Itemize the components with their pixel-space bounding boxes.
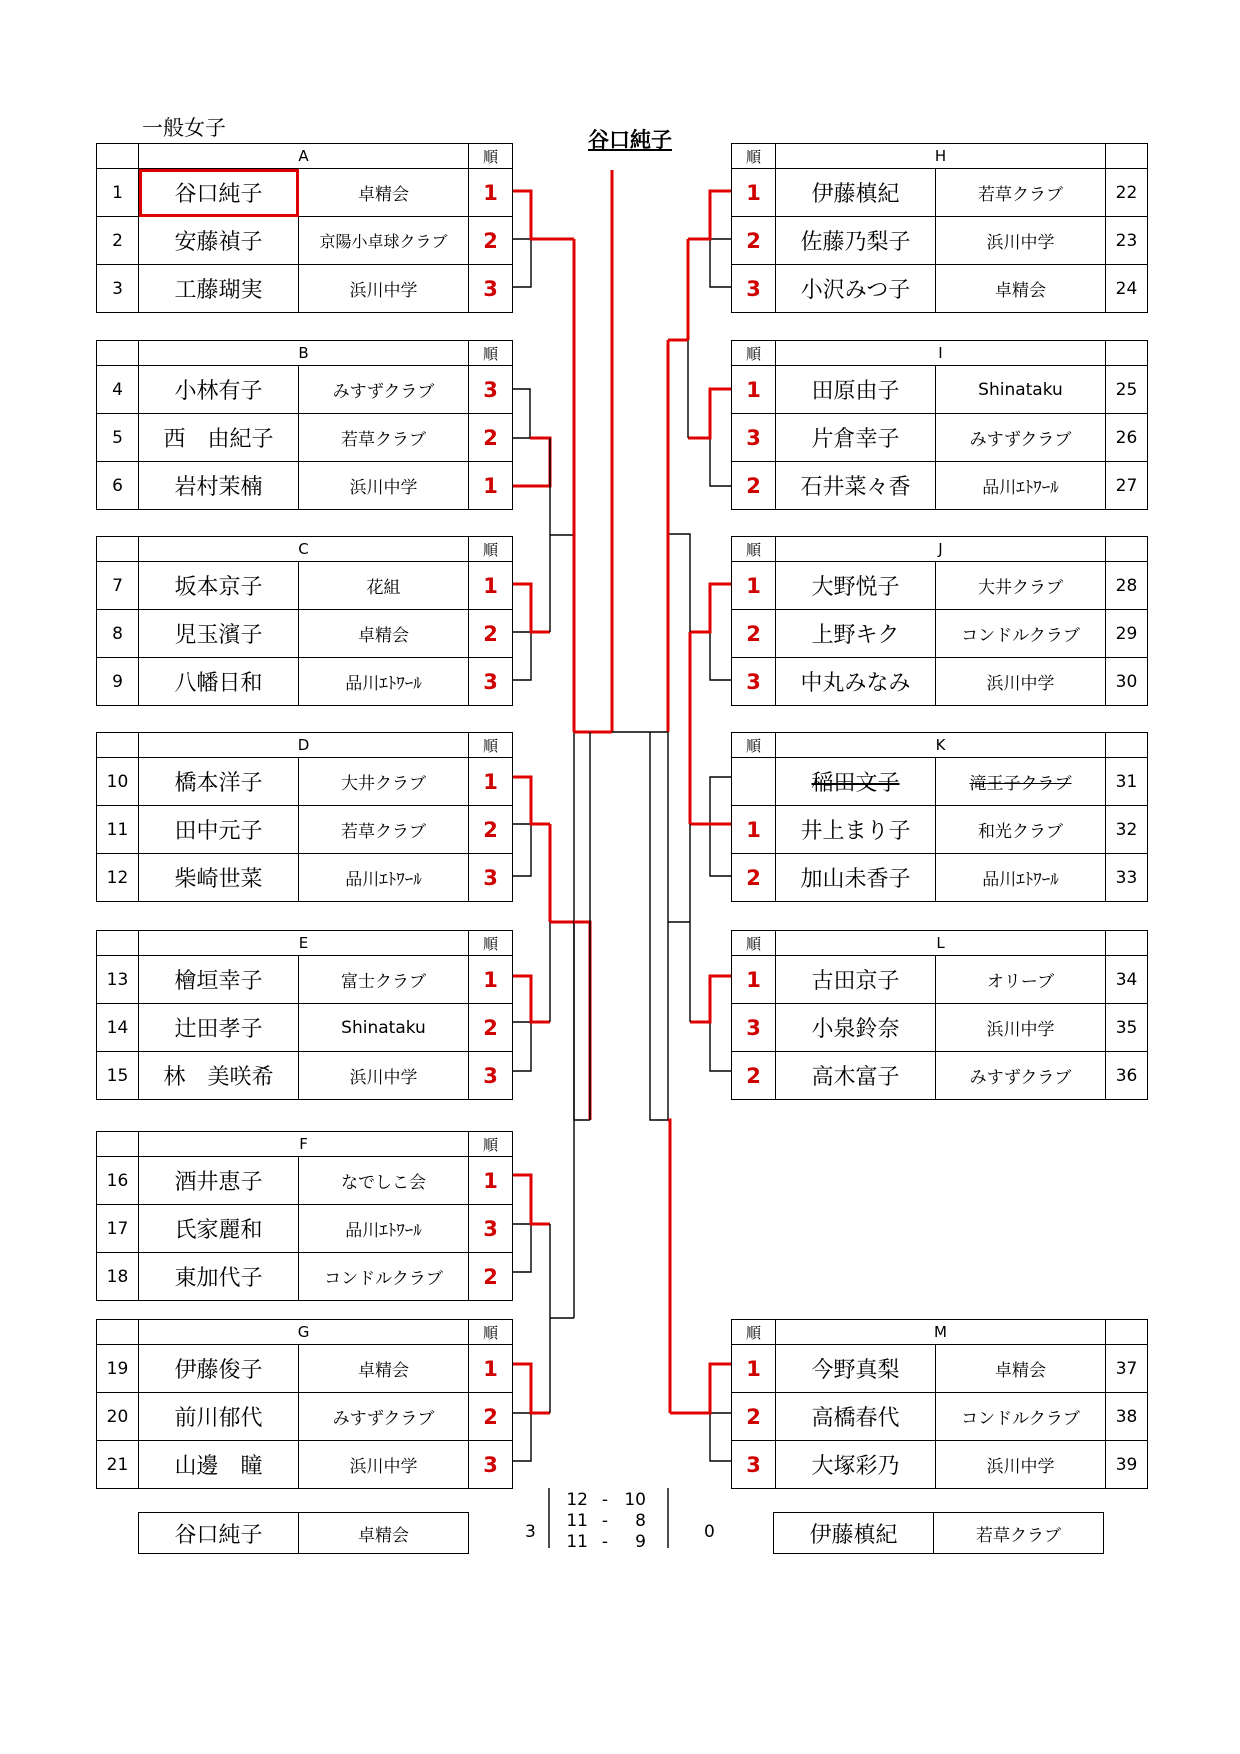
player-club: 和光クラブ (936, 806, 1106, 854)
page-title: 一般女子 (142, 116, 226, 140)
player-row (97, 366, 513, 414)
bracket-winner-line (512, 584, 550, 632)
player-number: 35 (1106, 1004, 1148, 1052)
group-k (731, 732, 1148, 902)
player-number: 27 (1106, 462, 1148, 510)
player-number: 32 (1106, 806, 1148, 854)
rank-header: 順 (732, 537, 776, 562)
player-number: 3 (97, 265, 139, 313)
player-rank: 3 (732, 1004, 776, 1052)
player-number: 29 (1106, 610, 1148, 658)
game-2-b: 8 (635, 1511, 646, 1531)
player-club: 浜川中学 (299, 1441, 469, 1489)
bracket-line (512, 1413, 531, 1461)
bracket-line (710, 389, 731, 486)
group-label: D (139, 733, 469, 758)
bracket-line (512, 239, 531, 287)
player-rank: 3 (469, 265, 513, 313)
player-rank: 1 (469, 462, 513, 510)
player-name: 坂本京子 (139, 562, 299, 610)
player-name: 伊藤俊子 (139, 1345, 299, 1393)
player-name-text: 稲田文子 (811, 771, 900, 796)
player-name: 酒井恵子 (139, 1157, 299, 1205)
bracket-line (512, 1022, 531, 1071)
player-rank: 2 (469, 610, 513, 658)
player-row (732, 854, 1148, 902)
bracket-winner-line (512, 1175, 550, 1224)
player-club: 浜川中学 (936, 658, 1106, 706)
group-a (96, 143, 513, 313)
group-label: M (776, 1320, 1106, 1345)
bracket-winner-line (670, 1364, 731, 1413)
bracket-line (650, 732, 668, 1120)
player-number: 26 (1106, 414, 1148, 462)
player-name: 山邊 瞳 (139, 1441, 299, 1489)
group-label: E (139, 931, 469, 956)
champion-name: 谷口純子 (588, 128, 672, 152)
group-m (731, 1319, 1148, 1489)
player-name: 加山未香子 (776, 854, 936, 902)
player-rank: 1 (469, 1157, 513, 1205)
group-label: J (776, 537, 1106, 562)
player-club: みすずクラブ (299, 1393, 469, 1441)
player-club: 京陽小卓球クラブ (299, 217, 469, 265)
player-number: 4 (97, 366, 139, 414)
group-label: L (776, 931, 1106, 956)
group-label: I (776, 341, 1106, 366)
player-rank: 3 (732, 265, 776, 313)
player-club: 若草クラブ (936, 169, 1106, 217)
rank-header: 順 (732, 341, 776, 366)
player-club: 卓精会 (299, 169, 469, 217)
rank-header: 順 (732, 144, 776, 169)
player-number: 11 (97, 806, 139, 854)
rank-header: 順 (469, 537, 513, 562)
player-rank: 3 (469, 658, 513, 706)
player-row (97, 1253, 513, 1301)
group-i (731, 340, 1148, 510)
player-rank: 2 (732, 610, 776, 658)
player-row (97, 462, 513, 510)
player-rank: 3 (732, 658, 776, 706)
player-club: コンドルクラブ (936, 610, 1106, 658)
player-name: 上野キク (776, 610, 936, 658)
player-rank: 1 (732, 1345, 776, 1393)
player-name (776, 758, 936, 806)
player-rank: 3 (469, 854, 513, 902)
player-number: 39 (1106, 1441, 1148, 1489)
player-number: 21 (97, 1441, 139, 1489)
rank-header: 順 (732, 733, 776, 758)
player-rank: 3 (469, 1441, 513, 1489)
player-number: 2 (97, 217, 139, 265)
player-row (732, 1052, 1148, 1100)
rank-header: 順 (469, 341, 513, 366)
player-club: 卓精会 (936, 265, 1106, 313)
player-name: 辻田孝子 (139, 1004, 299, 1052)
player-row (97, 1393, 513, 1441)
game-1-a: 12 (566, 1490, 588, 1510)
game-1-b: 10 (624, 1490, 646, 1510)
player-rank: 2 (469, 1004, 513, 1052)
player-rank: 3 (469, 366, 513, 414)
player-row (97, 1157, 513, 1205)
group-h (731, 143, 1148, 313)
player-name: 西 由紀子 (139, 414, 299, 462)
player-number: 37 (1106, 1345, 1148, 1393)
bracket-line (668, 534, 690, 632)
player-number: 16 (97, 1157, 139, 1205)
player-club: 浜川中学 (936, 1004, 1106, 1052)
player-number: 34 (1106, 956, 1148, 1004)
player-rank: 3 (469, 1205, 513, 1253)
group-label: C (139, 537, 469, 562)
player-name: 片倉幸子 (776, 414, 936, 462)
player-row (97, 562, 513, 610)
player-number: 31 (1106, 758, 1148, 806)
player-number: 14 (97, 1004, 139, 1052)
player-name: 小林有子 (139, 366, 299, 414)
player-name: 安藤禎子 (139, 217, 299, 265)
player-club: 浜川中学 (299, 462, 469, 510)
player-club: Shinataku (299, 1004, 469, 1052)
player-name: 大塚彩乃 (776, 1441, 936, 1489)
player-row (732, 265, 1148, 313)
player-rank: 1 (732, 169, 776, 217)
player-club: みすずクラブ (936, 414, 1106, 462)
bracket-winner-line (512, 976, 550, 1022)
player-number: 13 (97, 956, 139, 1004)
player-club: 大井クラブ (936, 562, 1106, 610)
player-club: オリーブ (936, 956, 1106, 1004)
group-label: A (139, 144, 469, 169)
player-name: 檜垣幸子 (139, 956, 299, 1004)
rank-header: 順 (469, 144, 513, 169)
player-rank: 1 (469, 562, 513, 610)
player-row (97, 610, 513, 658)
player-row (97, 806, 513, 854)
player-number: 7 (97, 562, 139, 610)
player-name: 大野悦子 (776, 562, 936, 610)
bracket-line (710, 1413, 731, 1461)
player-name: 小沢みつ子 (776, 265, 936, 313)
group-d (96, 732, 513, 902)
player-name: 橋本洋子 (139, 758, 299, 806)
player-number: 15 (97, 1052, 139, 1100)
player-club: なでしこ会 (299, 1157, 469, 1205)
player-club: 大井クラブ (299, 758, 469, 806)
player-rank: 2 (732, 854, 776, 902)
player-name: 小泉鈴奈 (776, 1004, 936, 1052)
player-row (732, 217, 1148, 265)
player-row (97, 1205, 513, 1253)
bracket-winner-line (512, 191, 574, 239)
bracket-line (512, 632, 531, 680)
bracket-line (512, 824, 531, 876)
game-3-a: 11 (566, 1532, 588, 1552)
player-number: 38 (1106, 1393, 1148, 1441)
bracket-line (710, 584, 731, 680)
final-right-player (773, 1512, 1104, 1554)
bracket-line (710, 239, 731, 287)
player-number: 30 (1106, 658, 1148, 706)
player-club: 卓精会 (936, 1345, 1106, 1393)
group-label: K (776, 733, 1106, 758)
game-2-dash: - (601, 1511, 608, 1531)
player-rank: 1 (732, 956, 776, 1004)
rank-header: 順 (732, 1320, 776, 1345)
player-club: 品川ｴﾄﾜｰﾙ (936, 854, 1106, 902)
player-row (732, 610, 1148, 658)
final-right-name: 伊藤槙紀 (774, 1513, 934, 1554)
player-row (97, 1004, 513, 1052)
player-club: みすずクラブ (299, 366, 469, 414)
player-row (732, 1393, 1148, 1441)
player-number: 9 (97, 658, 139, 706)
final-left-name: 谷口純子 (139, 1513, 299, 1554)
player-name: 佐藤乃梨子 (776, 217, 936, 265)
player-club: 浜川中学 (299, 1052, 469, 1100)
player-rank: 2 (732, 217, 776, 265)
player-rank: 1 (732, 366, 776, 414)
player-number: 19 (97, 1345, 139, 1393)
player-name: 石井菜々香 (776, 462, 936, 510)
bracket-winner-line (688, 389, 731, 438)
player-rank: 3 (732, 1441, 776, 1489)
player-club: 富士クラブ (299, 956, 469, 1004)
player-number: 22 (1106, 169, 1148, 217)
player-row (97, 169, 513, 217)
player-name: 今野真梨 (776, 1345, 936, 1393)
player-number: 23 (1106, 217, 1148, 265)
player-club: 浜川中学 (936, 1441, 1106, 1489)
player-row (732, 562, 1148, 610)
player-rank: 3 (469, 1052, 513, 1100)
player-club: 品川ｴﾄﾜｰﾙ (299, 658, 469, 706)
player-number: 1 (97, 169, 139, 217)
player-row-withdrawn (732, 758, 1148, 806)
player-number: 18 (97, 1253, 139, 1301)
player-name: 井上まり子 (776, 806, 936, 854)
bracket-line (512, 389, 530, 438)
player-number: 17 (97, 1205, 139, 1253)
player-row (97, 854, 513, 902)
group-label: B (139, 341, 469, 366)
group-j (731, 536, 1148, 706)
player-row (97, 758, 513, 806)
player-number: 12 (97, 854, 139, 902)
player-name: 八幡日和 (139, 658, 299, 706)
player-number: 8 (97, 610, 139, 658)
player-rank: 1 (469, 758, 513, 806)
player-number: 28 (1106, 562, 1148, 610)
player-name: 伊藤槙紀 (776, 169, 936, 217)
player-name: 工藤瑚実 (139, 265, 299, 313)
bracket-winner-line (690, 976, 731, 1022)
player-rank: 2 (732, 1052, 776, 1100)
game-1-dash: - (601, 1490, 608, 1510)
group-label: H (776, 144, 1106, 169)
player-row (97, 1052, 513, 1100)
player-row (732, 1345, 1148, 1393)
player-name: 田中元子 (139, 806, 299, 854)
player-rank: 2 (469, 806, 513, 854)
player-club: 花組 (299, 562, 469, 610)
rank-header: 順 (469, 931, 513, 956)
player-number: 25 (1106, 366, 1148, 414)
player-rank: 2 (469, 414, 513, 462)
player-rank: 1 (732, 806, 776, 854)
player-club: コンドルクラブ (936, 1393, 1106, 1441)
player-name: 岩村茉楠 (139, 462, 299, 510)
player-number: 10 (97, 758, 139, 806)
player-club: 品川ｴﾄﾜｰﾙ (299, 1205, 469, 1253)
player-row (732, 462, 1148, 510)
bracket-winner-line (574, 922, 590, 1120)
player-club: 品川ｴﾄﾜｰﾙ (299, 854, 469, 902)
group-b (96, 340, 513, 510)
group-e (96, 930, 513, 1100)
bracket-line (710, 777, 731, 876)
player-club: 品川ｴﾄﾜｰﾙ (936, 462, 1106, 510)
player-club: 浜川中学 (936, 217, 1106, 265)
group-c (96, 536, 513, 706)
group-label: F (139, 1132, 469, 1157)
final-left-player (138, 1512, 469, 1554)
game-3-b: 9 (635, 1532, 646, 1552)
player-name: 児玉濱子 (139, 610, 299, 658)
player-row (97, 956, 513, 1004)
player-row (732, 658, 1148, 706)
player-rank: 2 (469, 1253, 513, 1301)
game-3-dash: - (601, 1532, 608, 1552)
player-row (732, 956, 1148, 1004)
player-row (97, 658, 513, 706)
group-l (731, 930, 1148, 1100)
bracket-line (710, 976, 731, 1071)
player-row (97, 217, 513, 265)
player-row (732, 1004, 1148, 1052)
player-name: 氏家麗和 (139, 1205, 299, 1253)
bracket-line (574, 732, 590, 1120)
player-row (97, 1441, 513, 1489)
player-rank: 2 (469, 217, 513, 265)
player-name-highlighted: 谷口純子 (139, 169, 299, 217)
player-rank: 1 (469, 1345, 513, 1393)
final-left-sets: 3 (525, 1522, 536, 1542)
player-name: 古田京子 (776, 956, 936, 1004)
player-number: 20 (97, 1393, 139, 1441)
rank-header: 順 (732, 931, 776, 956)
player-club: 若草クラブ (299, 414, 469, 462)
player-number: 6 (97, 462, 139, 510)
player-row (97, 265, 513, 313)
player-club: Shinataku (936, 366, 1106, 414)
player-rank (732, 758, 776, 806)
group-label: G (139, 1320, 469, 1345)
player-rank: 1 (469, 169, 513, 217)
player-club (936, 758, 1106, 806)
player-club-text: 滝王子クラブ (969, 774, 1072, 794)
bracket-winner-line (512, 438, 550, 486)
player-name: 田原由子 (776, 366, 936, 414)
rank-header: 順 (469, 1132, 513, 1157)
player-row (97, 1345, 513, 1393)
bracket-winner-line (512, 777, 550, 824)
player-club: 浜川中学 (299, 265, 469, 313)
player-club: 若草クラブ (299, 806, 469, 854)
player-rank: 1 (732, 562, 776, 610)
player-rank: 3 (732, 414, 776, 462)
player-name: 高橋春代 (776, 1393, 936, 1441)
bracket-winner-line (688, 191, 731, 239)
bracket-line (512, 1224, 531, 1272)
player-row (732, 1441, 1148, 1489)
bracket-winner-line (690, 584, 731, 632)
player-name: 高木富子 (776, 1052, 936, 1100)
player-row (97, 414, 513, 462)
player-row (732, 366, 1148, 414)
rank-header: 順 (469, 1320, 513, 1345)
player-name: 東加代子 (139, 1253, 299, 1301)
player-number: 5 (97, 414, 139, 462)
player-club: 卓精会 (299, 610, 469, 658)
group-g (96, 1319, 513, 1489)
player-row (732, 414, 1148, 462)
player-name: 前川郁代 (139, 1393, 299, 1441)
player-number: 36 (1106, 1052, 1148, 1100)
player-rank: 2 (732, 1393, 776, 1441)
bracket-winner-line (668, 1120, 670, 1413)
player-name: 柴崎世菜 (139, 854, 299, 902)
player-name: 林 美咲希 (139, 1052, 299, 1100)
rank-header: 順 (469, 733, 513, 758)
player-row (732, 169, 1148, 217)
player-number: 33 (1106, 854, 1148, 902)
player-name: 中丸みなみ (776, 658, 936, 706)
player-rank: 2 (732, 462, 776, 510)
player-club: みすずクラブ (936, 1052, 1106, 1100)
game-2-a: 11 (566, 1511, 588, 1531)
final-left-club: 卓精会 (299, 1513, 469, 1554)
player-number: 24 (1106, 265, 1148, 313)
bracket-winner-line (512, 1364, 550, 1413)
final-right-club: 若草クラブ (934, 1513, 1104, 1554)
player-rank: 2 (469, 1393, 513, 1441)
group-f (96, 1131, 513, 1301)
player-rank: 1 (469, 956, 513, 1004)
player-row (732, 806, 1148, 854)
player-club: 卓精会 (299, 1345, 469, 1393)
player-club: コンドルクラブ (299, 1253, 469, 1301)
final-right-sets: 0 (704, 1522, 715, 1542)
